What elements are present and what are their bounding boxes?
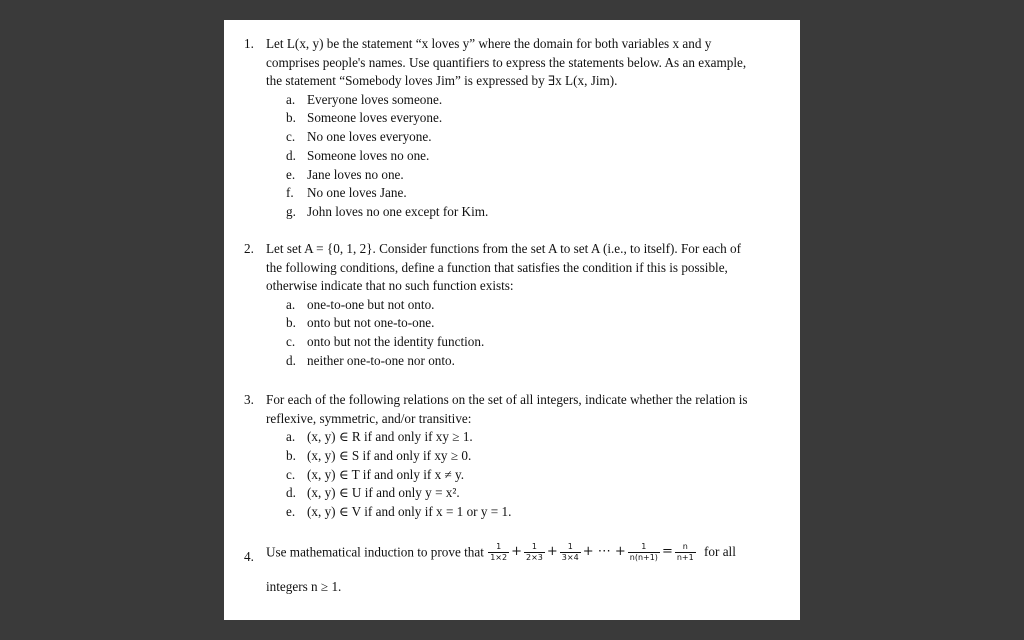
sub-item: a. (x, y) ∈ R if and only if xy ≥ 1.	[286, 429, 473, 444]
question-text-line: otherwise indicate that no such function exists:	[266, 278, 514, 293]
question-number: 2.	[244, 241, 254, 256]
fraction: $\frac{n}{n+1}$	[676, 542, 694, 562]
sub-item: c. No one loves everyone.	[286, 129, 432, 145]
question-text-line: comprises people's names. Use quantifiers to express the statements below. As an example,	[266, 54, 747, 70]
sub-item: g. John loves no one except for Kim.	[286, 204, 489, 220]
sub-item-list	[286, 296, 789, 371]
question-number: 1.	[244, 36, 254, 51]
sub-item: b. (x, y) ∈ S if and only if xy ≥ 0.	[286, 447, 472, 463]
document-page	[224, 20, 800, 620]
question-3	[244, 391, 789, 522]
sub-item: a. Everyone loves someone.	[286, 91, 443, 107]
question-number: 4.	[244, 549, 254, 564]
sub-item: d. neither one-to-one nor onto.	[286, 352, 455, 368]
question-text-line: the statement “Somebody loves Jim” is expressed by ∃x L(x, Jim).	[266, 73, 618, 88]
question-text: for all	[704, 544, 736, 560]
question-text-line: the following conditions, define a function that satisfies the condition if this is possible,	[266, 259, 728, 275]
fraction: $\frac{1}{n(n+1)}$	[629, 542, 658, 562]
fraction: $\frac{1}{1\times 2}$	[490, 542, 508, 562]
sub-item: a. one-to-one but not onto.	[286, 296, 435, 312]
sub-item: d. Someone loves no one.	[286, 147, 430, 163]
sub-item: f. No one loves Jane.	[286, 185, 407, 201]
sub-item-list	[286, 91, 789, 223]
sub-item: d. (x, y) ∈ U if and only y = x².	[286, 485, 460, 501]
fraction: $\frac{1}{2\times 3}$	[526, 542, 543, 562]
sub-item-list	[286, 428, 789, 522]
sub-item: e. Jane loves no one.	[286, 166, 404, 182]
question-text: Use mathematical induction to prove that	[266, 544, 484, 560]
question-text-line: For each of the following relations on the set of all integers, indicate whether the relation is	[266, 392, 748, 407]
question-text-line: Let L(x, y) be the statement “x loves y” where the domain for both variables x and y	[266, 36, 712, 51]
sub-item: c. onto but not the identity function.	[286, 334, 485, 350]
question-number: 3.	[244, 392, 254, 407]
fraction: $\frac{1}{3\times 4}$	[561, 542, 579, 562]
sub-item: b. onto but not one-to-one.	[286, 315, 435, 331]
question-text-line: reflexive, symmetric, and/or transitive:	[266, 410, 472, 426]
induction-formula-line: Use mathematical induction to prove that $\frac{1}{1\times 2}$ + $\frac{1}{2\times 3}$ + $\frac{1}{3\times 4}$ + ⋯ + $\frac{1}{n(n+1)}$ = $\frac{n}{n+1}$ for all	[266, 542, 736, 562]
sub-item: e. (x, y) ∈ V if and only if x = 1 or y = 1.	[286, 504, 512, 520]
question-text-line: Let set A = {0, 1, 2}. Consider functions from the set A to set A (i.e., to itself). For each of	[266, 241, 741, 256]
question-4	[244, 542, 789, 597]
question-1	[244, 35, 789, 222]
question-text-line: integers n ≥ 1.	[266, 579, 342, 594]
ellipsis: + ⋯ +	[582, 544, 626, 560]
sub-item: b. Someone loves everyone.	[286, 110, 443, 126]
sub-item: c. (x, y) ∈ T if and only if x ≠ y.	[286, 466, 465, 482]
question-2	[244, 240, 789, 371]
